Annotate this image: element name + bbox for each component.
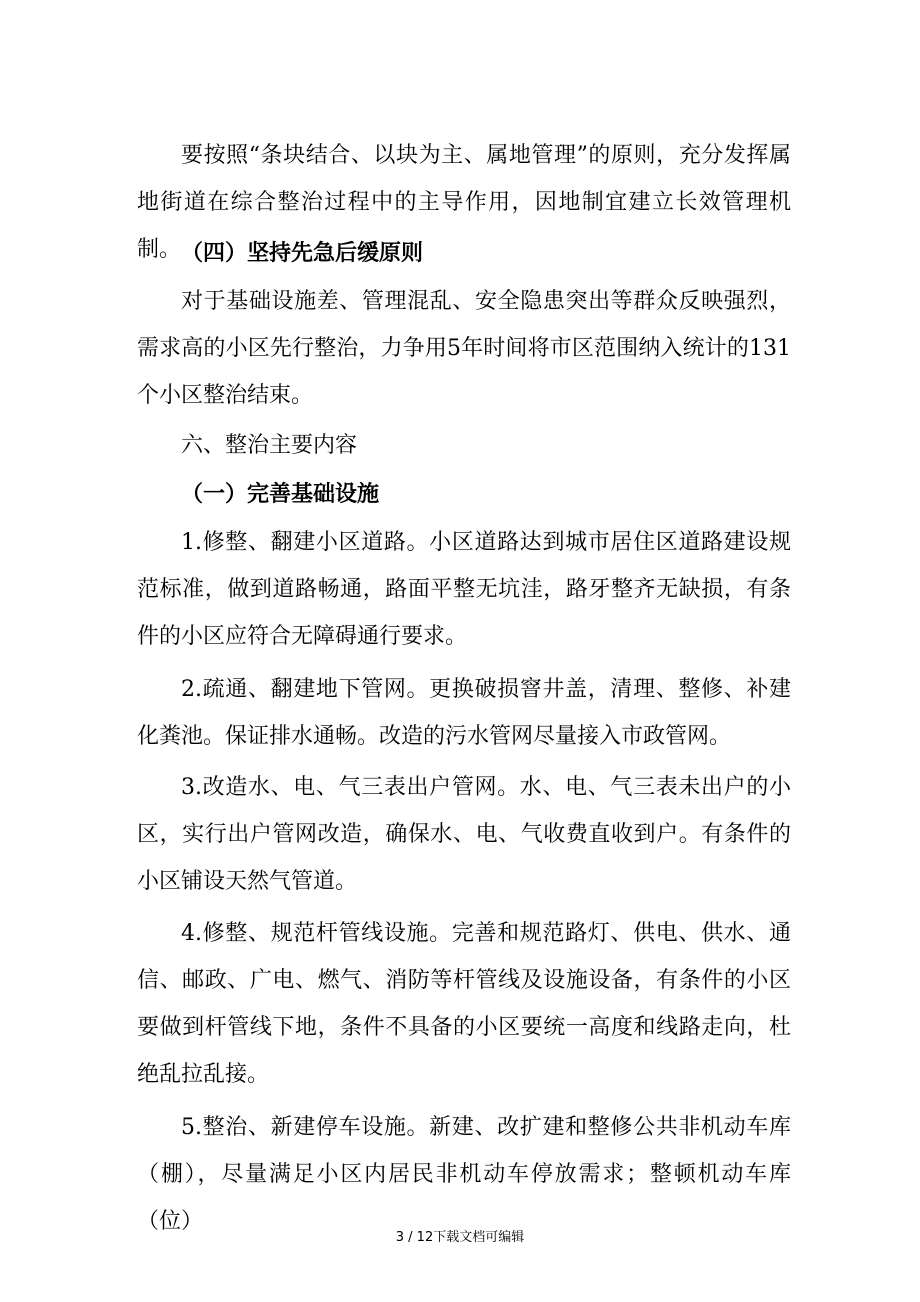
- paragraph-item-5-parking: 5.整治、新建停车设施。新建、改扩建和整修公共非机动车库（棚），尽量满足小区内居民非机动车停放需求；整顿机动车库（位）: [137, 1115, 791, 1234]
- heading-urgent-first-principle: （四）坚持先急后缓原则: [181, 241, 424, 266]
- paragraph-principle-body: 要按照“条块结合、以块为主、属地管理”的原则，充分发挥属地街道在综合整治过程中的主导作用，因地制宜建立长效管理机制。: [137, 143, 791, 262]
- paragraph-item-2-pipes: 2.疏通、翻建地下管网。更换破损窨井盖，清理、整修、补建化粪池。保证排水通畅。改造的污水管网尽量接入市政管网。: [137, 677, 791, 749]
- paragraph-item-4-poles: 4.修整、规范杆管线设施。完善和规范路灯、供电、供水、通信、邮政、广电、燃气、消防等杆管线及设施设备，有条件的小区要做到杆管线下地，条件不具备的小区要统一高度和线路走向，杜绝乱拉乱接。: [137, 921, 791, 1087]
- paragraph-item-1-roads: 1.修整、翻建小区道路。小区道路达到城市居住区道路建设规范标准，做到道路畅通，路面平整无坑洼，路牙整齐无缺损，有条件的小区应符合无障碍通行要求。: [137, 530, 791, 649]
- page-footer: 3 / 12下载文档可编辑: [395, 1230, 525, 1245]
- heading-improve-infrastructure: （一）完善基础设施: [181, 482, 380, 507]
- paragraph-urgent-first-body: 对于基础设施差、管理混乱、安全隐患突出等群众反映强烈，需求高的小区先行整治，力争用5年时间将市区范围纳入统计的131个小区整治结束。: [137, 289, 791, 408]
- heading-section-six: 六、整治主要内容: [181, 433, 358, 458]
- paragraph-item-3-meters: 3.改造水、电、气三表出户管网。水、电、气三表未出户的小区，实行出户管网改造，确保水、电、气收费直收到户。有条件的小区铺设天然气管道。: [137, 775, 791, 894]
